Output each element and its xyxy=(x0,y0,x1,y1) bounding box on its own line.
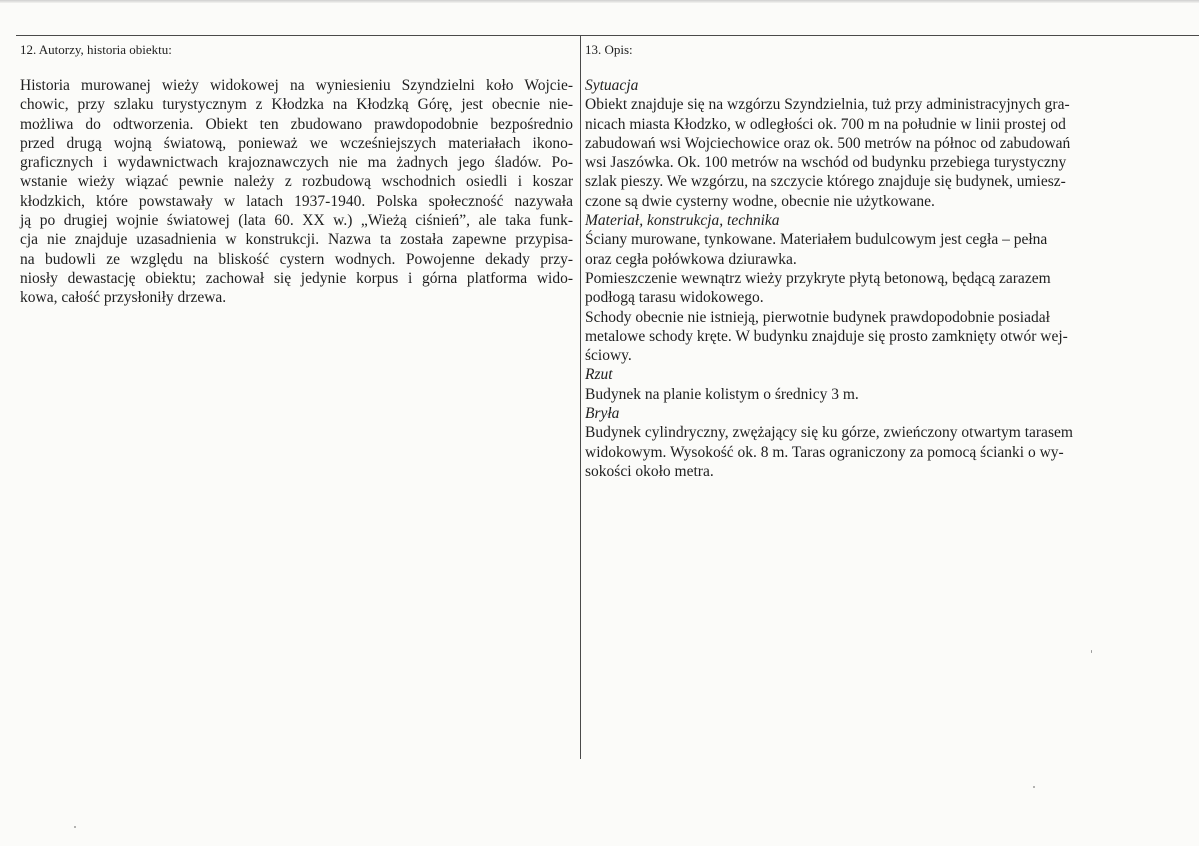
history-line: cja nie znajduje uzasadnienia w konstrukcji. Nazwa ta została zapewne przypisa- xyxy=(20,231,573,249)
scan-speck xyxy=(1091,650,1092,653)
description-line: Schody obecnie nie istnieją, pierwotnie budynek prawdopodobnie posiadał xyxy=(585,308,1050,326)
description-line: Budynek cylindryczny, zwężający się ku górze, zwieńczony otwartym tarasem xyxy=(585,424,1073,442)
history-line: ją po drugiej wojnie światowej (lata 60. XX w.) „Wieżą ciśnień”, ale taka funk- xyxy=(20,212,573,230)
description-line: Budynek na planie kolistym o średnicy 3 m. xyxy=(585,385,859,403)
history-text xyxy=(20,76,573,308)
description-subheading: Rzut xyxy=(585,366,613,384)
description-line: podłogą tarasu widokowego. xyxy=(585,289,764,307)
description-text xyxy=(585,76,1125,481)
description-line: metalowe schody kręte. W budynku znajduje się prosto zamknięty otwór wej- xyxy=(585,327,1068,345)
scan-speck xyxy=(74,826,76,828)
description-line: czone są dwie cysterny wodne, obecnie nie użytkowane. xyxy=(585,192,935,210)
history-line: chowic, przy szlaku turystycznym z Kłodzka na Kłodzką Górę, jest obecnie nie- xyxy=(20,96,573,114)
history-line: Historia murowanej wieży widokowej na wyniesieniu Szyndzielni koło Wojcie- xyxy=(20,77,573,94)
history-line: niosły dewastację obiektu; zachował się jedynie korpus i górna platforma wido- xyxy=(20,269,573,287)
description-line: zabudowań wsi Wojciechowice oraz ok. 500 metrów na północ od zabudowań xyxy=(585,134,1071,152)
section-description xyxy=(585,35,1125,481)
description-line: ściowy. xyxy=(585,347,632,365)
history-line: graficznych i wydawnictwach krajoznawczych nie ma żadnych jego śladów. Po- xyxy=(20,154,573,172)
scan-speck xyxy=(1033,786,1035,788)
description-line: widokowym. Wysokość ok. 8 m. Taras ograniczony za pomocą ścianki o wy- xyxy=(585,443,1064,461)
description-line: szlak pieszy. We wzgórzu, na szczycie którego znajduje się budynek, umiesz- xyxy=(585,173,1066,191)
history-line: kłodzkich, które powstawały w latach 1937-1940. Polska społeczność nazywała xyxy=(20,192,573,210)
history-line: przed drugą wojną światową, ponieważ we wcześniejszych materiałach ikono- xyxy=(20,134,573,152)
column-divider xyxy=(580,35,581,759)
history-line: na budowli ze względu na bliskość cystern wodnych. Powojenne dekady przy- xyxy=(20,250,573,268)
description-line: sokości około metra. xyxy=(585,462,714,480)
description-line: wsi Jaszówka. Ok. 100 metrów na wschód od budynku przebiega turystyczny xyxy=(585,154,1067,172)
history-line: możliwa do odtworzenia. Obiekt ten zbudowano prawdopodobnie bezpośrednio xyxy=(20,115,573,133)
description-line: Ściany murowane, tynkowane. Materiałem budulcowym jest cegła – pełna xyxy=(585,231,1048,249)
description-subheading: Sytuacja xyxy=(585,77,639,94)
description-line: Obiekt znajduje się na wzgórzu Szyndzielnia, tuż przy administracyjnych gra- xyxy=(585,96,1070,114)
section-history xyxy=(20,35,573,308)
section-description-heading: 13. Opis: xyxy=(585,42,633,57)
history-line: kowa, całość przysłoniły drzewa. xyxy=(20,289,227,307)
page-top-edge xyxy=(0,0,1199,3)
description-line: nicach miasta Kłodzko, w odległości ok. 700 m na południe w linii prostej od xyxy=(585,115,1066,133)
history-line: wstanie wieży wiązać pewnie należy z rozbudową wschodnich osiedli i koszar xyxy=(20,173,573,191)
description-subheading: Materiał, konstrukcja, technika xyxy=(585,212,780,230)
description-line: oraz cegła połówkowa dziurawka. xyxy=(585,250,797,268)
description-line: Pomieszczenie wewnątrz wieży przykryte płytą betonową, będącą zarazem xyxy=(585,269,1051,287)
description-subheading: Bryła xyxy=(585,405,620,423)
section-history-heading: 12. Autorzy, historia obiektu: xyxy=(20,42,172,57)
